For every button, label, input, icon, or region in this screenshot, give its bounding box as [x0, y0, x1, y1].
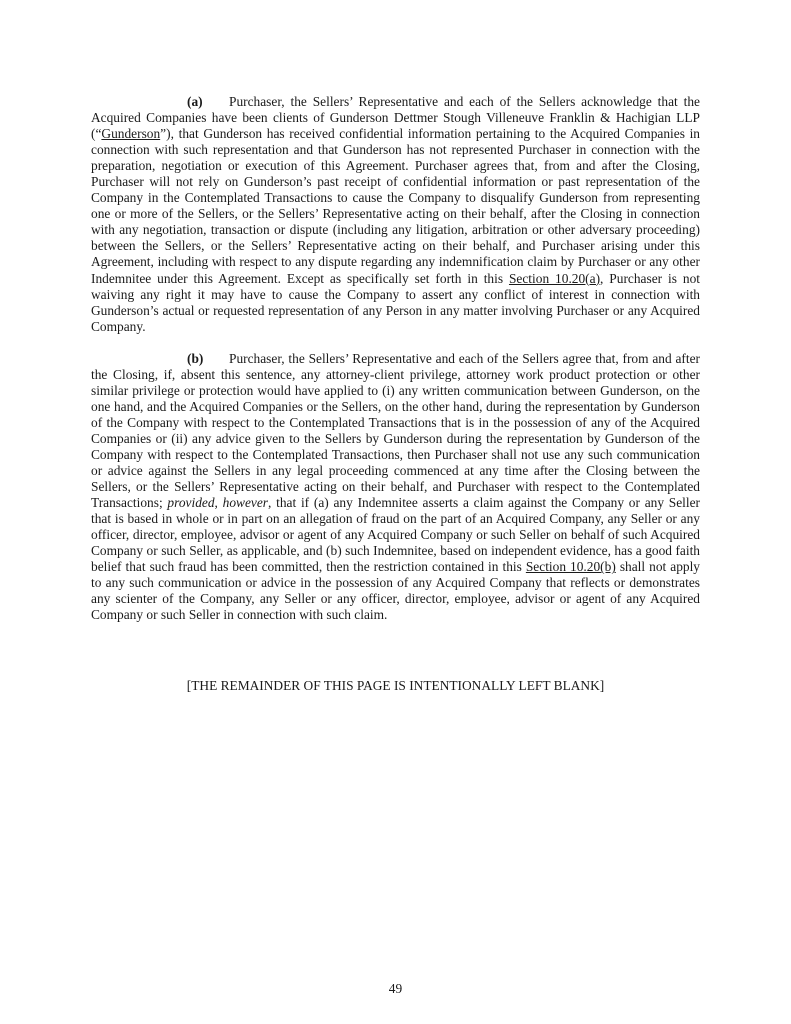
- paragraph-label: (b): [187, 350, 204, 366]
- paragraph-a: [91, 94, 700, 335]
- paragraph-label: (a): [187, 94, 203, 109]
- defined-term-gunderson: Gunderson: [101, 126, 161, 142]
- italic-term-however: however: [222, 495, 269, 511]
- italic-term-provided: provided: [167, 495, 215, 511]
- document-page-body: [91, 94, 700, 624]
- paragraph-text: shall not apply to any such communication or advice in the possession of any Acquired Company that reflects or demonstrates any scienter of the Company, any Seller or any officer, director, employee, advisor or agent of any Acquired Company or such Seller in connection with such claim.: [91, 559, 701, 623]
- paragraph-text: , that if (a) any Indemnitee asserts a claim against the Company or any Seller that is based in whole or in part on an allegation of fraud on the part of an Acquired Company, any Seller or any officer, director, employee, advisor or agent of any Acquired Company or such Seller on behalf of such Acquired Company or such Seller, as applicable, and (b) such Indemnitee, based on independent evidence, has a good faith belief that such fraud has been committed, then the restriction contained in this: [91, 495, 701, 575]
- paragraph-text: , Purchaser is not waiving any right it may have to cause the Company to assert any conflict of interest in connection with Gunderson’s actual or requested representation of any Person in any matter involving Purchaser or any Acquired Company.: [91, 270, 700, 334]
- paragraph-text: Purchaser, the Sellers’ Representative and each of the Sellers agree that, from and after the Closing, if, absent this sentence, any attorney-client privilege, attorney work product protection or other similar privilege or protection would have applied to (i) any written communication between Gunderson, on the one hand, and the Acquired Companies or the Sellers, on the other hand, during the representation by Gunderson of the Company with respect to the Contemplated Transactions that is in the possession of any of the Acquired Companies or (ii) any advice given to the Sellers by Gunderson during the representation by Gunderson of the Company with respect to the Contemplated Transactions, then Purchaser shall not use any such communication or advice against the Sellers in any legal proceeding commenced at any time after the Closing between the Sellers, or the Sellers’ Representative acting on their behalf, and Purchaser with respect to the Contemplated Transactions;: [91, 350, 700, 511]
- page-number: 49: [388, 981, 403, 996]
- paragraph-text: Purchaser, the Sellers’ Representative and each of the Sellers acknowledge that the Acquired Companies have been clients of Gunderson Dettmer Stough Villeneuve Franklin & Hachigian LLP (“: [91, 94, 700, 142]
- paragraph-text: ”), that Gunderson has received confidential information pertaining to the Acquired Companies in connection with such representation and that Gunderson has not represented Purchaser in connection with the preparation, negotiation or execution of this Agreement. Purchaser agrees that, from and after the Closing, Purchaser will not rely on Gunderson’s past receipt of confidential information or past representation of the Company in the Contemplated Transactions to cause the Company to disqualify Gunderson from representing one or more of the Sellers, or the Sellers’ Representative acting on their behalf, after the Closing in connection with any negotiation, transaction or dispute (including any litigation, arbitration or other adversary proceeding) between the Sellers, or the Sellers’ Representative acting on their behalf, and Purchaser arising under this Agreement, including with respect to any dispute regarding any indemnification claim by Purchaser or any other Indemnitee under this Agreement. Except as specifically set forth in this: [91, 126, 700, 286]
- section-reference-10-20-b: Section 10.20(b): [525, 559, 616, 575]
- paragraph-b: [91, 351, 700, 624]
- blank-page-notice: [THE REMAINDER OF THIS PAGE IS INTENTIONALLY LEFT BLANK]: [186, 678, 605, 693]
- section-reference-10-20-a: Section 10.20(a): [508, 270, 601, 286]
- paragraph-text: ,: [214, 495, 223, 511]
